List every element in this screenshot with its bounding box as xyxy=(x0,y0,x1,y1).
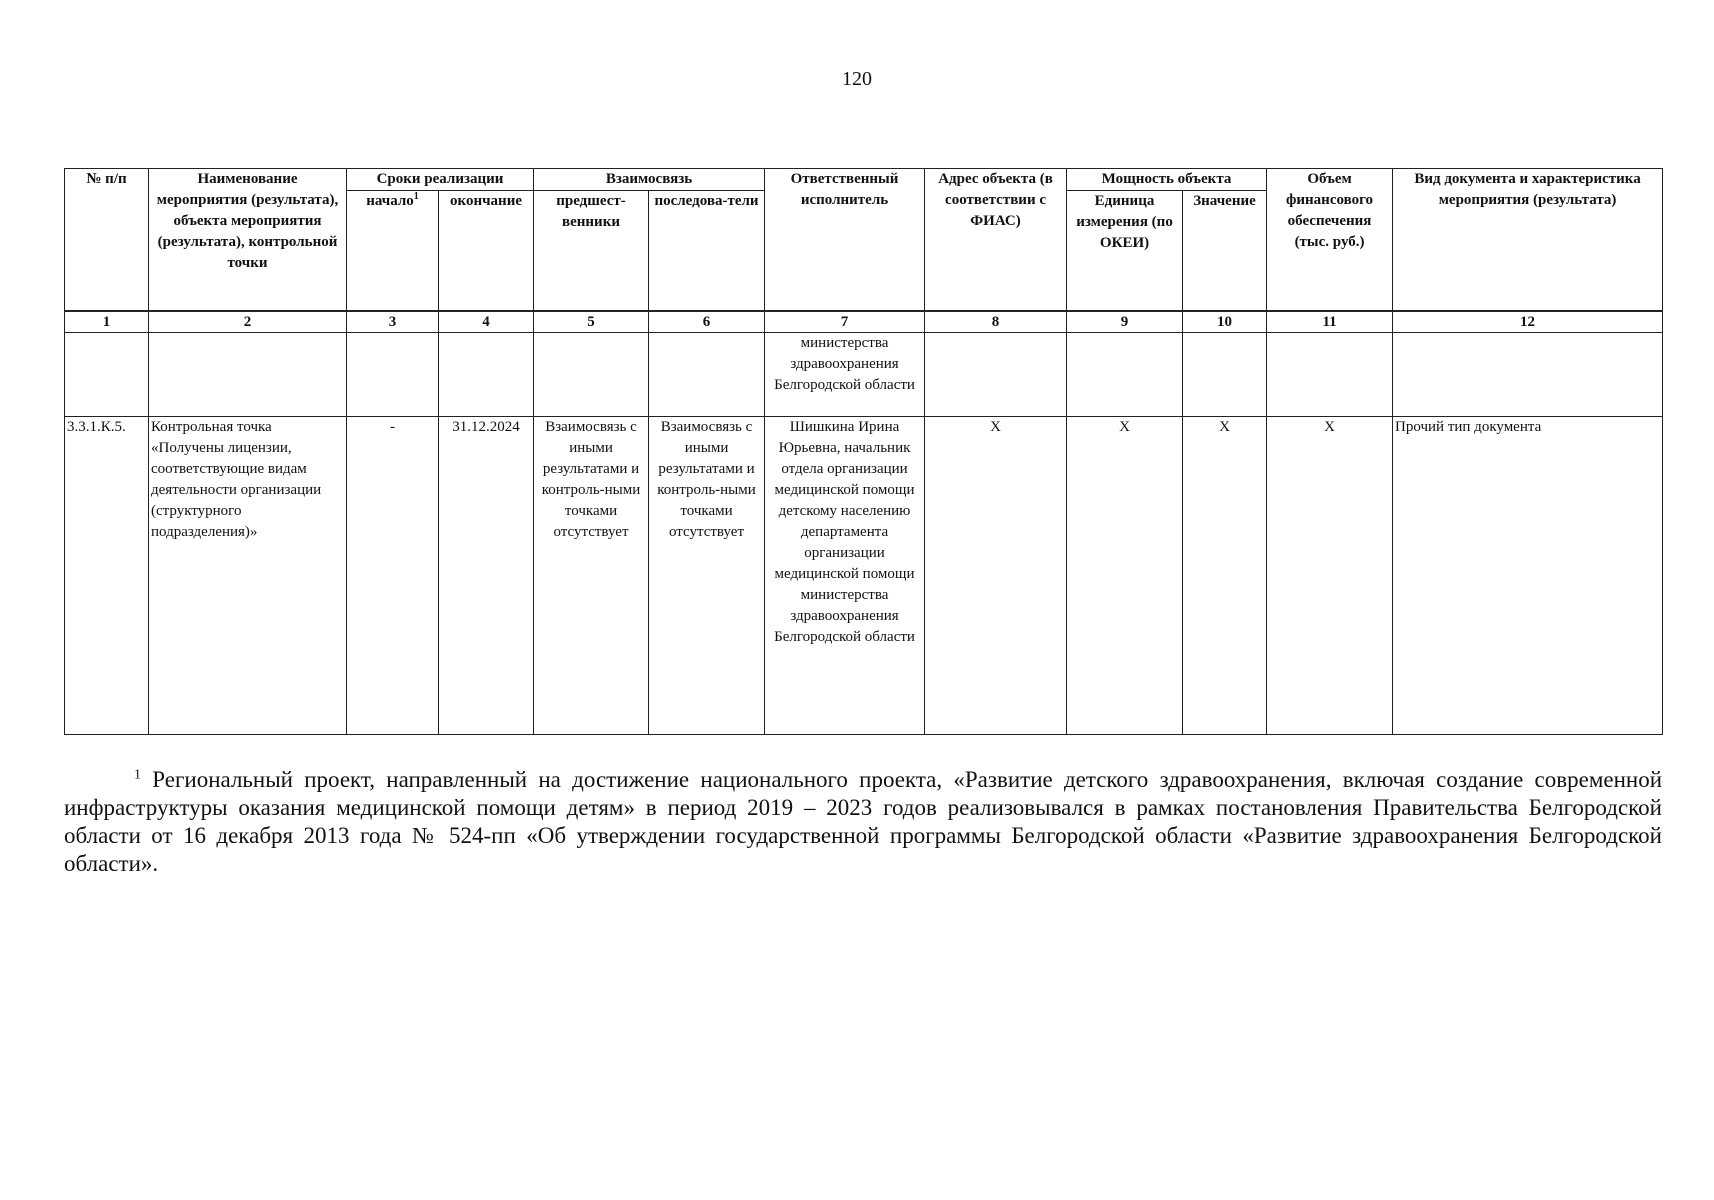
row-address xyxy=(925,332,1067,416)
header-terms: Сроки реализации xyxy=(347,169,534,191)
row-document: Прочий тип документа xyxy=(1393,416,1663,734)
header-power: Мощность объекта xyxy=(1067,169,1267,191)
column-number: 9 xyxy=(1067,311,1183,333)
page-number: 120 xyxy=(842,68,872,90)
header-end: окончание xyxy=(439,191,534,311)
header-predecessors: предшест-венники xyxy=(534,191,649,311)
header-financing: Объем финансового обеспечения (тыс. руб.) xyxy=(1267,169,1393,311)
row-financing xyxy=(1267,332,1393,416)
row-address: Х xyxy=(925,416,1067,734)
row-responsible: Шишкина Ирина Юрьевна, начальник отдела организации медицинской помощи детскому населению департамента организации медицинской помощи министерства здравоохранения Белгородской области xyxy=(765,416,925,734)
header-address: Адрес объекта (в соответствии с ФИАС) xyxy=(925,169,1067,311)
row-successors xyxy=(649,332,765,416)
row-responsible: министерства здравоохранения Белгородской области xyxy=(765,332,925,416)
column-number: 5 xyxy=(534,311,649,333)
footnote xyxy=(64,766,1662,878)
header-responsible: Ответственный исполнитель xyxy=(765,169,925,311)
row-financing: Х xyxy=(1267,416,1393,734)
column-number: 2 xyxy=(149,311,347,333)
header-value: Значение xyxy=(1183,191,1267,311)
column-number: 12 xyxy=(1393,311,1663,333)
row-value xyxy=(1183,332,1267,416)
row-number xyxy=(65,332,149,416)
activity-table xyxy=(64,168,1663,735)
row-end xyxy=(439,332,534,416)
column-number: 10 xyxy=(1183,311,1267,333)
row-predecessors xyxy=(534,332,649,416)
table-row xyxy=(65,332,1663,416)
row-unit: Х xyxy=(1067,416,1183,734)
column-number: 6 xyxy=(649,311,765,333)
row-number: 3.3.1.К.5. xyxy=(65,416,149,734)
row-unit xyxy=(1067,332,1183,416)
row-start: - xyxy=(347,416,439,734)
column-number: 8 xyxy=(925,311,1067,333)
header-number: № п/п xyxy=(65,169,149,311)
header-start: начало$^1$ xyxy=(347,191,439,311)
header-document: Вид документа и характеристика мероприятия (результата) xyxy=(1393,169,1663,311)
row-start xyxy=(347,332,439,416)
row-successors: Взаимосвязь с иными результатами и контроль-ными точками отсутствует xyxy=(649,416,765,734)
column-number: 4 xyxy=(439,311,534,333)
row-name: Контрольная точка «Получены лицензии, соответствующие видам деятельности организации (структурного подразделения)» xyxy=(149,416,347,734)
header-name: Наименование мероприятия (результата), объекта мероприятия (результата), контрольной точки xyxy=(149,169,347,311)
row-value: Х xyxy=(1183,416,1267,734)
header-unit: Единица измерения (по ОКЕИ) xyxy=(1067,191,1183,311)
row-document xyxy=(1393,332,1663,416)
column-number: 3 xyxy=(347,311,439,333)
footnote-text: Региональный проект, направленный на достижение национального проекта, «Развитие детского здравоохранения, включая создание современной инфраструктуры оказания медицинской помощи детям» в период 2019 – 2023 годов реализовывался в рамках постановления Правительства Белгородской области от 16 декабря 2013 года № 524-пп «Об утверждении государственной программы Белгородской области «Развитие здравоохранения Белгородской области». xyxy=(64,767,1663,876)
header-successors: последова-тели xyxy=(649,191,765,311)
column-number: 1 xyxy=(65,311,149,333)
header-link: Взаимосвязь xyxy=(534,169,765,191)
table-row xyxy=(65,416,1663,734)
column-number: 11 xyxy=(1267,311,1393,333)
row-name xyxy=(149,332,347,416)
row-predecessors: Взаимосвязь с иными результатами и контроль-ными точками отсутствует xyxy=(534,416,649,734)
row-end: 31.12.2024 xyxy=(439,416,534,734)
column-number: 7 xyxy=(765,311,925,333)
footnote-marker: 1 xyxy=(134,767,141,783)
